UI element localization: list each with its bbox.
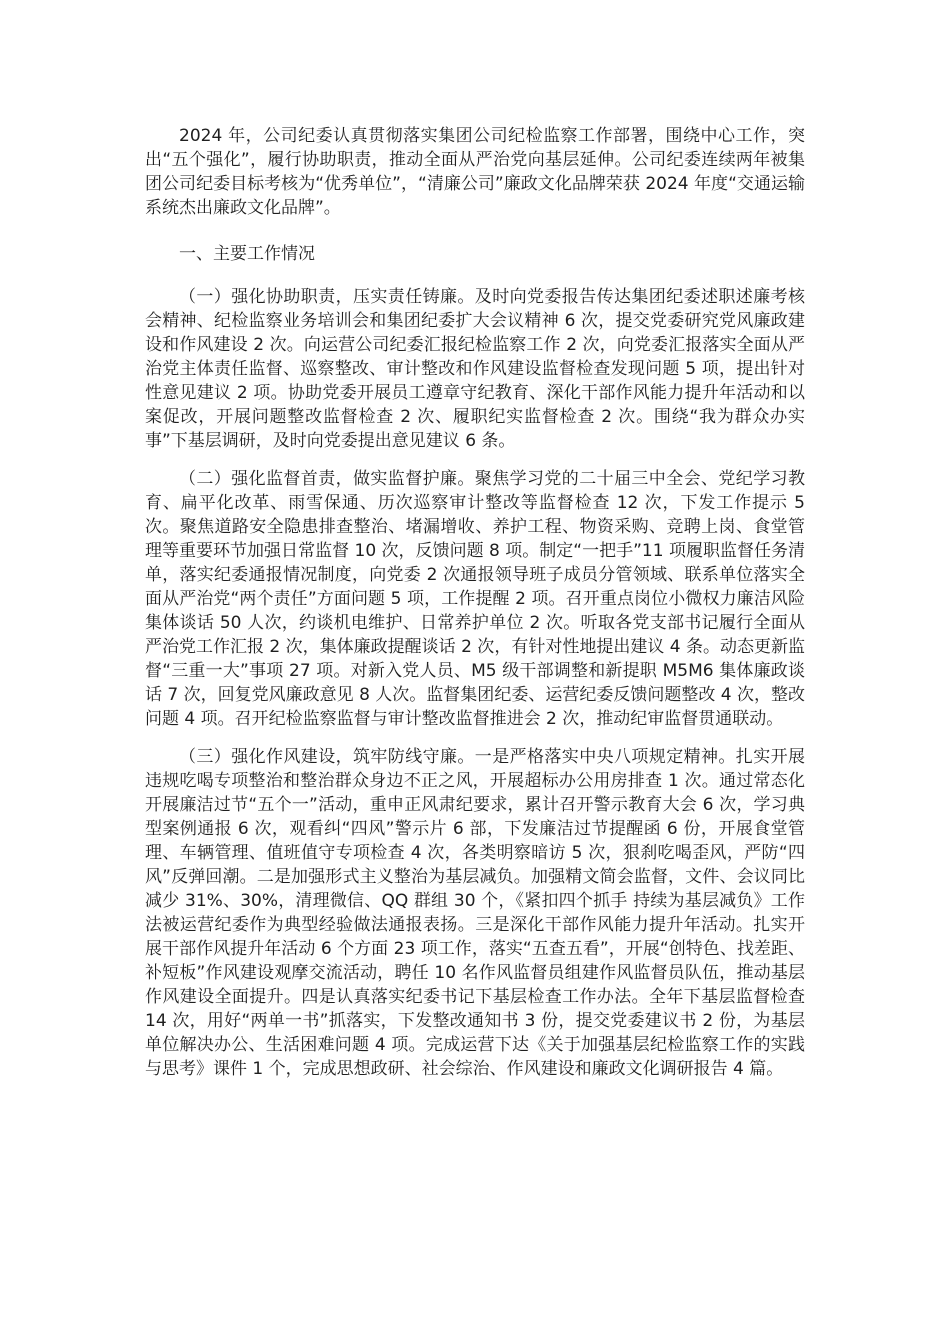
intro-paragraph: 2024 年，公司纪委认真贯彻落实集团公司纪检监察工作部署，围绕中心工作，突出“五个强化”，履行协助职责，推动全面从严治党向基层延伸。公司纪委连续两年被集团公司纪委目标考核为“优秀单位”，“清廉公司”廉政文化品牌荣获 2024 年度“交通运输系统杰出廉政文化品牌”。 — [145, 126, 805, 218]
paragraph-2: （二）强化监督首责，做实监督护廉。聚焦学习党的二十届三中全会、党纪学习教育、扁平化改革、雨雪保通、历次巡察审计整改等监督检查 12 次，下发工作提示 5 次。聚焦道路安全隐患排查整治、堵漏增收、养护工程、物资采购、竞聘上岗、食堂管理等重要环节加强日常监督 10 次，反馈问题 8 项。制定“一把手”11 项履职监督任务清单，落实纪委通报情况制度，向党委 2 次通报领导班子成员分管领域、联系单位落实全面从严治党“两个责任”方面问题 5 项，工作提醒 2 项。召开重点岗位小微权力廉洁风险集体谈话 50 人次，约谈机电维护、日常养护单位 2 次。听取各党支部书记履行全面从严治党工作汇报 2 次，集体廉政提醒谈话 2 次，有针对性地提出建议 4 条。动态更新监督“三重一大”事项 27 项。对新入党人员、M5 级干部调整和新提职 M5M6 集体廉政谈话 7 次，回复党风廉政意见 8 人次。监督集团纪委、运营纪委反馈问题整改 4 次，整改问题 4 项。召开纪检监察监督与审计整改监督推进会 2 次，推动纪审监督贯通联动。 — [145, 469, 805, 729]
section-heading: 一、主要工作情况 — [179, 244, 315, 264]
paragraph-1: （一）强化协助职责，压实责任铸廉。及时向党委报告传达集团纪委述职述廉考核会精神、纪检监察业务培训会和集团纪委扩大会议精神 6 次，提交党委研究党风廉政建设和作风建设 2 次。向运营公司纪委汇报纪检监察工作 2 次，向党委汇报落实全面从严治党主体责任监督、巡察整改、审计整改和作风建设监督检查发现问题 5 项，提出针对性意见建议 2 项。协助党委开展员工遵章守纪教育、深化干部作风能力提升年活动和以案促改，开展问题整改监督检查 2 次、履职纪实监督检查 2 次。围绕“我为群众办实事”下基层调研，及时向党委提出意见建议 6 条。 — [145, 287, 805, 451]
document-body — [145, 124, 805, 1095]
paragraph-3: （三）强化作风建设，筑牢防线守廉。一是严格落实中央八项规定精神。扎实开展违规吃喝专项整治和整治群众身边不正之风，开展超标办公用房排查 1 次。通过常态化开展廉洁过节“五个一”活动，重申正风肃纪要求，累计召开警示教育大会 6 次，学习典型案例通报 6 次，观看纠“四风”警示片 6 部，下发廉洁过节提醒函 6 份，开展食堂管理、车辆管理、值班值守专项检查 4 次，各类明察暗访 5 次，狠刹吃喝歪风，严防“四风”反弹回潮。二是加强形式主义整治为基层减负。加强精文简会监督，文件、会议同比减少 31%、30%，清理微信、QQ 群组 30 个，《紧扣四个抓手 持续为基层减负》工作法被运营纪委作为典型经验做法通报表扬。三是深化干部作风能力提升年活动。扎实开展干部作风提升年活动 6 个方面 23 项工作，落实“五查五看”，开展“创特色、找差距、补短板”作风建设观摩交流活动，聘任 10 名作风监督员组建作风监督员队伍，推动基层作风建设全面提升。四是认真落实纪委书记下基层检查工作办法。全年下基层监督检查 14 次，用好“两单一书”抓落实，下发整改通知书 3 份，提交党委建议书 2 份，为基层单位解决办公、生活困难问题 4 项。完成运营下达《关于加强基层纪检监察工作的实践与思考》课件 1 个，完成思想政研、社会综治、作风建设和廉政文化调研报告 4 篇。 — [145, 747, 805, 1079]
